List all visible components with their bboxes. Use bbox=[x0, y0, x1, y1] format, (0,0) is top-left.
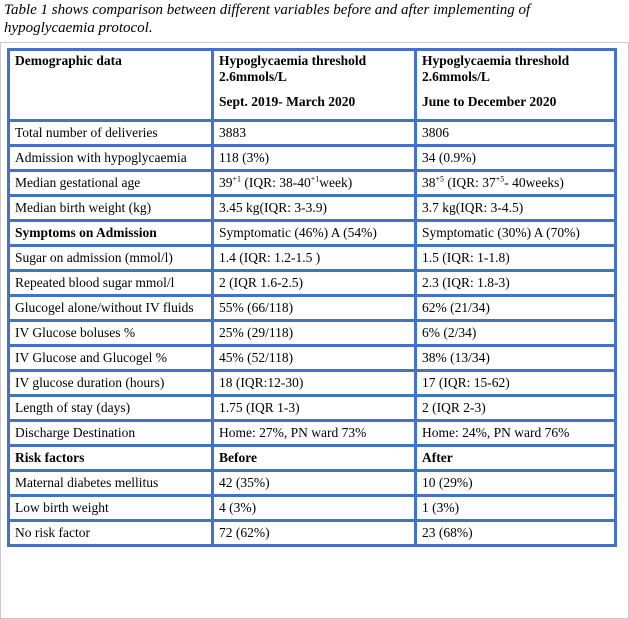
row-label: Length of stay (days) bbox=[9, 396, 213, 421]
header-before-dates: Sept. 2019- March 2020 bbox=[219, 94, 356, 109]
header-after-dates: June to December 2020 bbox=[422, 94, 557, 109]
row-before-value: 72 (62%) bbox=[213, 521, 416, 546]
risk-factors-section-header bbox=[9, 446, 616, 471]
row-label: Median birth weight (kg) bbox=[9, 196, 213, 221]
row-label: Glucogel alone/without IV fluids bbox=[9, 296, 213, 321]
row-before-value: Symptomatic (46%) A (54%) bbox=[213, 221, 416, 246]
table-row bbox=[9, 246, 616, 271]
row-after-value: 17 (IQR: 15-62) bbox=[416, 371, 616, 396]
table-row bbox=[9, 346, 616, 371]
row-after-value: 6% (2/34) bbox=[416, 321, 616, 346]
header-demographic-data: Demographic data bbox=[9, 50, 213, 121]
header-before-line2: 2.6mmols/L bbox=[219, 69, 287, 84]
row-before-value: 18 (IQR:12-30) bbox=[213, 371, 416, 396]
table-row bbox=[9, 121, 616, 146]
row-after-value: $38^{+5}$ (IQR: $37^{+5}-$ 40weeks) bbox=[416, 171, 616, 196]
row-before-value: $39^{+1}$ (IQR: $38-40^{+1}week$) bbox=[213, 171, 416, 196]
header-before-period bbox=[213, 50, 416, 121]
row-label: No risk factor bbox=[9, 521, 213, 546]
comparison-table bbox=[7, 48, 617, 547]
table-row bbox=[9, 271, 616, 296]
row-label: Sugar on admission (mmol/l) bbox=[9, 246, 213, 271]
row-before-value: 118 (3%) bbox=[213, 146, 416, 171]
table-row bbox=[9, 371, 616, 396]
row-before-value: 1.4 (IQR: 1.2-1.5 ) bbox=[213, 246, 416, 271]
row-label: Admission with hypoglycaemia bbox=[9, 146, 213, 171]
row-before-value: 42 (35%) bbox=[213, 471, 416, 496]
symptoms-section-header bbox=[9, 221, 616, 246]
row-after-value: 38% (13/34) bbox=[416, 346, 616, 371]
row-label: Repeated blood sugar mmol/l bbox=[9, 271, 213, 296]
row-before-value: 55% (66/118) bbox=[213, 296, 416, 321]
row-label: Median gestational age bbox=[9, 171, 213, 196]
row-after-value: 2 (IQR 2-3) bbox=[416, 396, 616, 421]
row-label: Total number of deliveries bbox=[9, 121, 213, 146]
row-before-value: 3883 bbox=[213, 121, 416, 146]
row-before-value: Home: 27%, PN ward 73% bbox=[213, 421, 416, 446]
table-row bbox=[9, 496, 616, 521]
row-before-value: 1.75 (IQR 1-3) bbox=[213, 396, 416, 421]
table-caption: Table 1 shows comparison between different variables before and after implementing of hypoglycaemia protocol. bbox=[4, 2, 531, 36]
row-label: Low birth weight bbox=[9, 496, 213, 521]
table-row bbox=[9, 196, 616, 221]
header-after-period bbox=[416, 50, 616, 121]
header-after-line1: Hypoglycaemia threshold bbox=[422, 53, 570, 68]
row-after-value: 10 (29%) bbox=[416, 471, 616, 496]
row-label: IV glucose duration (hours) bbox=[9, 371, 213, 396]
row-label: IV Glucose and Glucogel % bbox=[9, 346, 213, 371]
table-header-row bbox=[9, 50, 616, 121]
section-label: Symptoms on Admission bbox=[9, 221, 213, 246]
table-row bbox=[9, 396, 616, 421]
row-after-value: 34 (0.9%) bbox=[416, 146, 616, 171]
header-before-line1: Hypoglycaemia threshold bbox=[219, 53, 367, 68]
row-after-value: 3.7 kg(IQR: 3-4.5) bbox=[416, 196, 616, 221]
table-row bbox=[9, 171, 616, 196]
row-after-value: Home: 24%, PN ward 76% bbox=[416, 421, 616, 446]
table-row bbox=[9, 521, 616, 546]
row-before-value: 4 (3%) bbox=[213, 496, 416, 521]
row-before-value: 45% (52/118) bbox=[213, 346, 416, 371]
table-row bbox=[9, 471, 616, 496]
section-before-label: Before bbox=[213, 446, 416, 471]
table-row bbox=[9, 146, 616, 171]
section-label: Risk factors bbox=[9, 446, 213, 471]
row-before-value: 3.45 kg(IQR: 3-3.9) bbox=[213, 196, 416, 221]
section-after-label: After bbox=[416, 446, 616, 471]
row-after-value: 3806 bbox=[416, 121, 616, 146]
table-row bbox=[9, 421, 616, 446]
header-after-line2: 2.6mmols/L bbox=[422, 69, 490, 84]
row-after-value: 23 (68%) bbox=[416, 521, 616, 546]
row-before-value: 2 (IQR 1.6-2.5) bbox=[213, 271, 416, 296]
table-row bbox=[9, 296, 616, 321]
row-after-value: 1 (3%) bbox=[416, 496, 616, 521]
row-before-value: 25% (29/118) bbox=[213, 321, 416, 346]
table-row bbox=[9, 321, 616, 346]
row-label: IV Glucose boluses % bbox=[9, 321, 213, 346]
row-after-value: Symptomatic (30%) A (70%) bbox=[416, 221, 616, 246]
row-after-value: 62% (21/34) bbox=[416, 296, 616, 321]
row-after-value: 1.5 (IQR: 1-1.8) bbox=[416, 246, 616, 271]
row-label: Discharge Destination bbox=[9, 421, 213, 446]
row-after-value: 2.3 (IQR: 1.8-3) bbox=[416, 271, 616, 296]
row-label: Maternal diabetes mellitus bbox=[9, 471, 213, 496]
